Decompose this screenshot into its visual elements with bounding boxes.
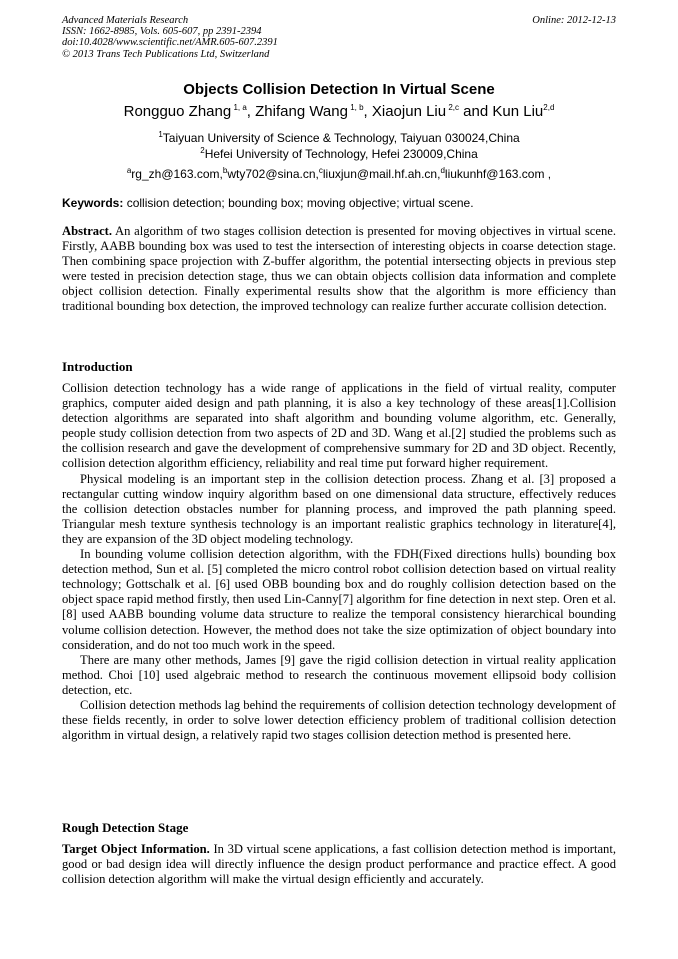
- author-name: Xiaojun Liu: [371, 103, 447, 120]
- paper-title: Objects Collision Detection In Virtual Scene: [183, 81, 495, 98]
- keywords-label: Keywords:: [62, 196, 124, 210]
- rough-detection-body: [62, 842, 616, 887]
- author-affil-mark: 2,c: [448, 103, 460, 112]
- paragraph: Collision detection methods lag behind the requirements of collision detection technology development of these fields recently, in order to solve lower detection efficiency problem of traditional collision detection algorithm in virtual design, a relatively rapid two stages collision detection method is presented here.: [62, 697, 616, 743]
- author-name: Kun Liu: [492, 103, 544, 120]
- author-affil-mark: 2,d: [543, 103, 555, 112]
- paragraph: Collision detection technology has a wide range of applications in the field of virtual reality, computer graphics, computer aided design and path planning, it is also a key technology of these areas[1].Collision detection algorithms are separated into shaft algorithm and bounding volume algorithm, etc. Generally, people study collision detection from two aspects of 2D and 3D. Wang et al.[2] studied the problems such as the collision research and gave the development of comprehensive summary for 2D and 3D object. Recently, collision detection algorithm efficiency, reliability and real time put forward higher requirement.: [62, 381, 616, 471]
- keywords-text: collision detection; bounding box; moving objective; virtual scene.: [123, 196, 474, 210]
- online-date: Online: 2012-12-13: [532, 15, 616, 26]
- issn-line: ISSN: 1662-8985, Vols. 605-607, pp 2391-2394: [62, 26, 262, 38]
- author-affil-mark: 1, b: [350, 103, 364, 112]
- author-name: Rongguo Zhang: [123, 103, 232, 120]
- email: wty702@sina.cn,: [227, 167, 319, 181]
- copyright-line: © 2013 Trans Tech Publications Ltd, Switzerland: [62, 48, 270, 60]
- email: liukunhf@163.com ,: [444, 167, 552, 181]
- section-heading-rough-detection: Rough Detection Stage: [62, 820, 189, 835]
- paragraph: In 3D virtual scene applications, a fast collision detection method is important, good or bad design idea will directly influence the design product performance and practice effect. A good collision detection algorithm will make the virtual design efficiently and accurately.: [62, 842, 616, 887]
- paragraph: Physical modeling is an important step in the collision detection process. Zhang et al. [3] proposed a rectangular cutting window inquiry algorithm based on one dimensional data structure, effectively reduces the collision detection obstacles number for planning process, and improved the path planning speed. Triangular mesh texture synthesis technology is an important realistic graphics technology in literature[4], they are expansion of the 3D object modeling technology.: [62, 471, 616, 546]
- doi-line: doi:10.4028/www.scientific.net/AMR.605-607.2391: [62, 37, 278, 49]
- email: rg_zh@163.com,: [131, 167, 223, 181]
- author-affil-mark: 1, a: [233, 103, 247, 112]
- affiliation-1: $^1$Taiyuan University of Science & Technology, Taiyuan 030024,China: [158, 130, 520, 145]
- abstract: [62, 224, 616, 315]
- affiliation-2: $^2$Hefei University of Technology, Hefei 230009,China: [200, 146, 478, 161]
- abstract-label: Abstract.: [62, 224, 113, 238]
- abstract-text: An algorithm of two stages collision detection is presented for moving objectives in virtual scene. Firstly, AABB bounding box was used to test the intersection of interesting objects in coarse detection stage. Then combining space projection with Z-buffer algorithm, the potential intersecting objects in previous step were tested in precision detection stage, thus we can obtain objects collision data information and complete object collision detection. Finally experimental results show that the algorithm is more efficiency than traditional bounding box detection, the improved technology can realize further accurate collision detection.: [62, 224, 616, 314]
- paragraph: In bounding volume collision detection algorithm, with the FDH(Fixed directions hulls) bounding box detection method, Sun et al. [5] completed the micro control robot collision detection based on virtual reality technology; Gottschalk et al. [6] used OBB bounding box and do roughly collision detection based on the object space rapid method firstly, then used Lin-Canny[7] algorithm for fine detection in next step. Oren et al. [8] used AABB bounding volume data structure to realize the temporal consistency hierarchical bounding volume collision detection. However, the method does not take the size optimization of object boundary into consideration, and do not too much work in the speed.: [62, 547, 616, 652]
- journal-name: Advanced Materials Research: [62, 15, 189, 26]
- subsection-label: Target Object Information.: [62, 842, 210, 856]
- introduction-body: [62, 381, 616, 743]
- author-name: Zhifang Wang: [255, 103, 348, 120]
- email: liuxjun@mail.hf.ah.cn,: [322, 167, 441, 181]
- email-list: $^a$rg_zh@163.com,$^b$wty702@sina.cn,$^c$liuxjun@mail.hf.ah.cn,$^d$liukunhf@163.com ,: [126, 166, 552, 181]
- journal-header: [62, 15, 616, 60]
- section-heading-introduction: Introduction: [62, 359, 133, 374]
- author-list: Rongguo Zhang $^{1, a}$, Zhifang Wang $^{1, b}$, Xiaojun Liu $^{2,c}$ and Kun Liu$^{2,d}$: [123, 103, 555, 120]
- paragraph: There are many other methods, James [9] gave the rigid collision detection in virtual reality application method. Choi [10] used algebraic method to research the continuous movement ellipsoid body collision detection, etc.: [62, 652, 616, 697]
- keywords: [62, 196, 616, 210]
